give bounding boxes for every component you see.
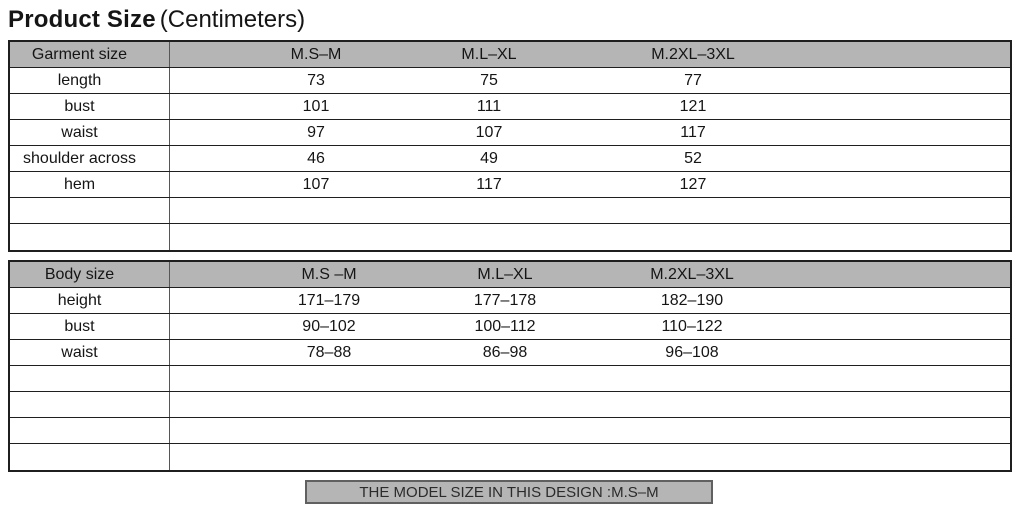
row-label [10,392,170,417]
model-size-banner-text: THE MODEL SIZE IN THIS DESIGN :M.S–M [359,483,659,501]
size-value: 171–179 [297,292,361,309]
page-title [8,6,305,34]
row-values [170,392,1010,417]
garment-header-col-2: M.L–XL [461,46,517,63]
row-values [170,198,1010,223]
size-value: 177–178 [473,292,537,309]
size-value: 46 [307,150,325,167]
table-row-shoulder [10,146,1010,172]
row-label: bust [10,94,170,119]
table-row-empty [10,224,1010,250]
size-value: 52 [684,150,702,167]
row-values [170,444,1010,470]
size-value: 182–190 [660,292,724,309]
garment-header-col-3: M.2XL–3XL [651,46,735,63]
row-label [10,224,170,250]
table-row-waist [10,340,1010,366]
size-value: 49 [480,150,498,167]
table-row-height [10,288,1010,314]
body-header-col-2: M.L–XL [477,266,533,283]
size-value: 101 [302,98,330,115]
garment-size-table [8,40,1012,252]
row-values [170,366,1010,391]
row-values [170,68,1010,93]
size-value: 78–88 [306,344,352,361]
row-values [170,120,1010,145]
garment-header-col-1: M.S–M [290,46,342,63]
size-value: 127 [679,176,707,193]
row-values [170,288,1010,313]
body-table-header-row [10,262,1010,288]
page-title-main: Product Size [8,6,156,33]
row-label [10,418,170,443]
row-values [170,224,1010,250]
size-value: 110–122 [661,318,723,335]
row-label: height [10,288,170,313]
size-value: 90–102 [302,318,356,335]
row-values [170,314,1010,339]
table-row-bust [10,314,1010,340]
size-value: 96–108 [665,344,719,361]
garment-header-label: Garment size [10,42,170,67]
body-header-col-3: M.2XL–3XL [650,266,734,283]
table-row-hem [10,172,1010,198]
size-value: 117 [680,124,706,141]
table-row-length [10,68,1010,94]
size-value: 97 [307,124,325,141]
table-row-empty [10,198,1010,224]
size-value: 86–98 [482,344,528,361]
size-value: 111 [476,98,502,115]
page-title-unit: (Centimeters) [159,6,306,33]
row-values [170,94,1010,119]
model-size-banner [305,480,713,504]
garment-header-cols [170,42,1010,67]
row-label: length [10,68,170,93]
size-value: 121 [679,98,707,115]
body-header-label: Body size [10,262,170,287]
body-header-cols [170,262,1010,287]
row-label: bust [10,314,170,339]
table-row-empty [10,444,1010,470]
row-label: shoulder across [10,146,170,171]
row-values [170,172,1010,197]
garment-table-header-row [10,42,1010,68]
size-value: 107 [302,176,330,193]
body-size-table [8,260,1012,472]
table-row-empty [10,366,1010,392]
size-value: 100–112 [474,318,536,335]
size-value: 107 [475,124,503,141]
row-label: waist [10,340,170,365]
row-label: waist [10,120,170,145]
table-row-empty [10,392,1010,418]
row-label [10,198,170,223]
row-label: hem [10,172,170,197]
row-values [170,418,1010,443]
row-label [10,366,170,391]
size-value: 77 [684,72,702,89]
table-row-bust [10,94,1010,120]
body-header-col-1: M.S –M [301,266,357,283]
row-values [170,340,1010,365]
size-value: 75 [480,72,498,89]
size-value: 117 [476,176,502,193]
table-row-empty [10,418,1010,444]
size-value: 73 [307,72,325,89]
row-values [170,146,1010,171]
table-row-waist [10,120,1010,146]
row-label [10,444,170,470]
